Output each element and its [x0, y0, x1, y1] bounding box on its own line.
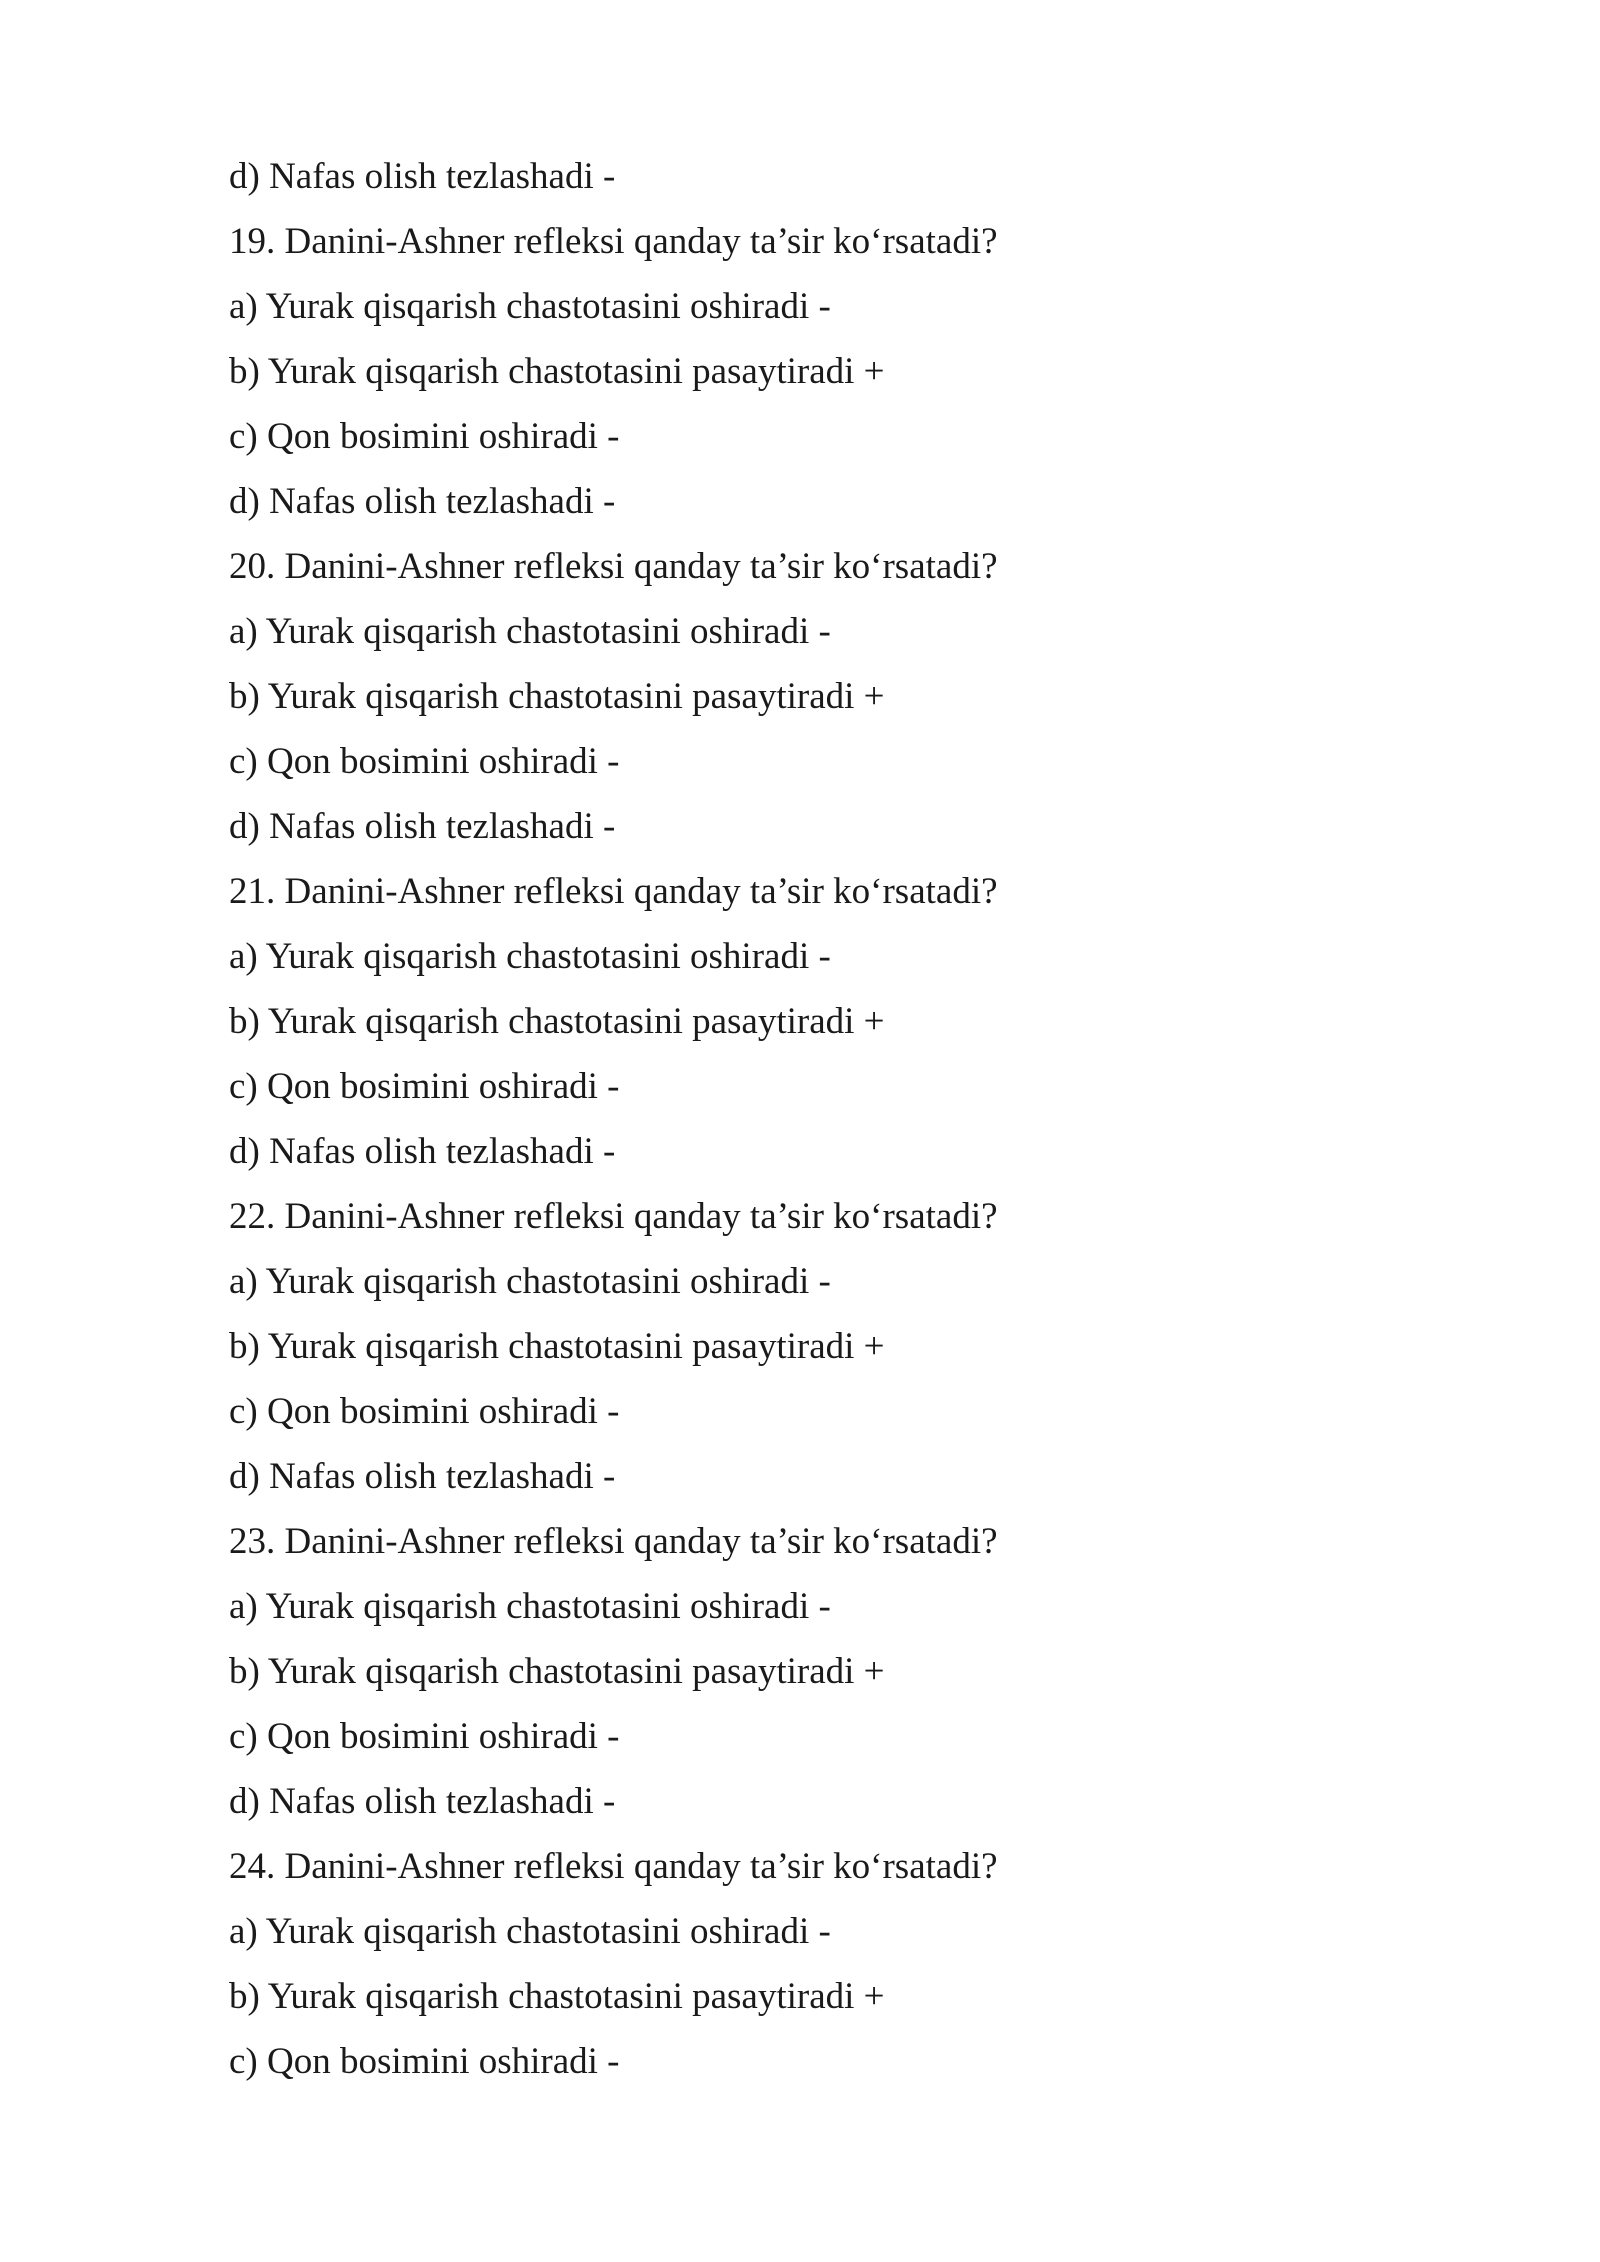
answer-option: b) Yurak qisqarish chastotasini pasaytiradi +: [229, 676, 885, 717]
answer-option: a) Yurak qisqarish chastotasini oshiradi -: [229, 286, 831, 327]
answer-option: a) Yurak qisqarish chastotasini oshiradi -: [229, 936, 831, 977]
answer-option: b) Yurak qisqarish chastotasini pasaytiradi +: [229, 1976, 885, 2017]
answer-option: c) Qon bosimini oshiradi -: [229, 1066, 620, 1107]
question-list: [229, 144, 1429, 2094]
question-text: 22. Danini-Ashner refleksi qanday ta’sir ko‘rsatadi?: [229, 1196, 998, 1237]
answer-option: b) Yurak qisqarish chastotasini pasaytiradi +: [229, 1651, 885, 1692]
answer-option: d) Nafas olish tezlashadi -: [229, 1781, 616, 1822]
question-text: 24. Danini-Ashner refleksi qanday ta’sir ko‘rsatadi?: [229, 1846, 998, 1887]
answer-option: a) Yurak qisqarish chastotasini oshiradi -: [229, 1911, 831, 1952]
question-text: 21. Danini-Ashner refleksi qanday ta’sir ko‘rsatadi?: [229, 871, 998, 912]
answer-option: b) Yurak qisqarish chastotasini pasaytiradi +: [229, 351, 885, 392]
answer-option: d) Nafas olish tezlashadi -: [229, 1456, 616, 1497]
answer-option: c) Qon bosimini oshiradi -: [229, 741, 620, 782]
answer-option: c) Qon bosimini oshiradi -: [229, 416, 620, 457]
answer-option: b) Yurak qisqarish chastotasini pasaytiradi +: [229, 1326, 885, 1367]
answer-option: c) Qon bosimini oshiradi -: [229, 2041, 620, 2082]
answer-option: b) Yurak qisqarish chastotasini pasaytiradi +: [229, 1001, 885, 1042]
answer-option: a) Yurak qisqarish chastotasini oshiradi -: [229, 1586, 831, 1627]
question-text: 20. Danini-Ashner refleksi qanday ta’sir ko‘rsatadi?: [229, 546, 998, 587]
answer-option: c) Qon bosimini oshiradi -: [229, 1716, 620, 1757]
answer-option: d) Nafas olish tezlashadi -: [229, 481, 616, 522]
question-text: 23. Danini-Ashner refleksi qanday ta’sir ko‘rsatadi?: [229, 1521, 998, 1562]
answer-option: d) Nafas olish tezlashadi -: [229, 806, 616, 847]
question-text: 19. Danini-Ashner refleksi qanday ta’sir ko‘rsatadi?: [229, 221, 998, 262]
answer-option: d) Nafas olish tezlashadi -: [229, 156, 616, 197]
answer-option: d) Nafas olish tezlashadi -: [229, 1131, 616, 1172]
answer-option: c) Qon bosimini oshiradi -: [229, 1391, 620, 1432]
answer-option: a) Yurak qisqarish chastotasini oshiradi -: [229, 1261, 831, 1302]
answer-option: a) Yurak qisqarish chastotasini oshiradi -: [229, 611, 831, 652]
